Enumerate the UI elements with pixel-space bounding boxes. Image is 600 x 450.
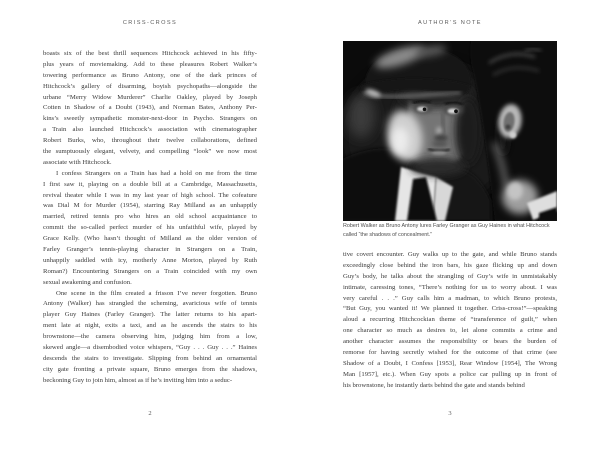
film-still-illustration [343,41,557,221]
text-line: the sumptuously elegant, velvety, and compelling “look” we now most [43,148,257,156]
text-line: Cotten in Shadow of a Doubt (1943), and Norman Bates, Anthony Per- [43,104,257,112]
text-line: Shadow of a Doubt, I Confess [1953], Rear Window [1954], The Wrong [343,359,557,367]
text-line: Hitchcock’s gallery of disarming, boyish psychopaths—alongside the [43,82,257,90]
text-line: towering performance as Bruno Antony, one of the dark princes of [43,71,257,79]
photo-caption [343,222,557,240]
left-running-head: CRISS-CROSS [122,20,178,26]
right-page-number: 3 [448,410,452,417]
text-line: exceedingly close behind the iron bars, his gaze flicking up and down [343,261,557,269]
text-line: boasts six of the best thrill sequences Hitchcock achieved in his fifty- [43,50,257,57]
text-line: married, retired tennis pro who hires an old school acquaintance to [43,213,257,221]
text-line: I confess Strangers on a Train has had a hold on me from the time [56,169,257,177]
text-line: urbane “Merry Widow Murderer” Charlie Oakley, played by Joseph [43,93,257,101]
text-line: I first saw it, playing on a double bill at a Cambridge, Massachusetts, [43,180,257,188]
paragraph [43,169,257,289]
text-line: Robert Burks, who, throughout their twelve collaborations, defined [43,137,257,145]
text-line: beckoning Guy to join him, almost as if he’s inviting him into a seduc- [43,376,233,384]
paragraph [43,289,257,387]
text-line: a Train also launched Hitchcock’s association with cinematographer [43,126,257,134]
text-line: Roman?) Encountering Strangers on a Train coincided with my own [43,267,257,275]
text-line: One scene in the film created a frisson I’ve never forgotten. Bruno [56,289,257,297]
right-page [343,0,557,450]
text-line: “But Guy, you wanted it! We planned it together. Criss-cross!”—speaking [343,305,557,313]
bruno-cheek-hotspot [391,127,409,155]
left-page [43,0,257,450]
left-body-text [43,49,257,387]
paragraph [43,49,257,169]
paragraph [343,250,557,392]
upper-lip-shadow [432,142,448,147]
text-line: very careful . . .” Guy calls him a madman, to which Bruno protests, [343,294,557,302]
nose-base-shadow [434,135,448,141]
text-line: skewed angle—a disembodied voice whispers, “Guy . . . Guy . . .” Haines [43,344,257,352]
guy-earlobe [510,132,517,139]
text-line: Guy’s body, he talks about the strangling of Guy’s wife in unmistakably [343,272,557,280]
right-body-text [343,250,557,392]
caption-line: called “the shadows of concealment.” [343,232,432,238]
text-line: intimate, caressing tones, “There’s nothing for us to worry about. I was [343,283,557,291]
right-pupil [454,109,458,113]
text-line: Man [1957], etc.). When Guy spots a police car pulling up in front of [343,370,557,378]
text-line: ment late at night, exits a taxi, and as he ascends the stairs to his [43,322,257,330]
text-line: plus years of moviemaking. Add to these pleasures Robert Walker’s [43,60,257,68]
guy-neck-hotspot [507,182,523,200]
text-line: Antony (Walker) has strangled the scheming, avaricious wife of tennis [43,300,257,308]
text-line: tive covert encounter. Guy walks up to the gate, and while Bruno stands [343,251,557,258]
guy-ear-canal [506,125,511,130]
text-line: his brownstone, he instantly darts behind the gate and stands behind [343,381,525,389]
film-still-photo [343,41,557,221]
text-line: remorse for having secretly wished for the outcome of that crime (see [343,349,557,357]
text-line: one character so much as desires to, let alone commits a crime and [343,327,557,335]
text-line: city gate fronting a private square, Bruno emerges from the shadows, [43,365,257,373]
text-line: revival theater while I was in my last year of high school. The cofeature [43,191,257,199]
text-line: aloud a recurring Hitchcockian theme of “transference of guilt,” when [343,316,557,324]
background-highlight [347,94,375,138]
text-line: sexual awakening and confusion. [43,278,132,286]
nose-highlight [437,127,442,135]
text-line: player Guy Haines (Farley Granger). The latter returns to his apart- [43,311,257,319]
text-line: unhappily saddled with icy, motherly Anne Morton, played by Ruth [43,256,257,264]
lower-lip-highlight [432,151,446,155]
text-line: kins’s sweetly sympathetic monster-next-door in Psycho. Strangers on [43,115,257,123]
left-pupil [423,108,427,112]
nose-shadow [442,113,444,134]
text-line: Grace Kelly. (Who hasn’t thought of Milland as the older version of [43,235,257,243]
caption-line: Robert Walker as Bruno Antony lures Farley Granger as Guy Haines in what Hitchcock [343,223,550,229]
text-line: descends the stairs to investigate. Slipping from behind an ornamental [43,354,257,362]
text-line: was Dial M for Murder (1954), starring Ray Milland as an unhappily [43,202,257,210]
right-running-head: AUTHOR’S NOTE [418,20,482,26]
left-page-number: 2 [148,410,152,417]
text-line: Farley Granger’s tennis-playing character in Strangers on a Train, [43,246,257,254]
text-line: associate with Hitchcock. [43,158,112,166]
text-line: brownstone—the camera observing him, judging him from a low, [43,333,257,341]
text-line: another character assumes the responsibility or bears the burden of [343,338,557,346]
text-line: commit the so-called perfect murder of his unfaithful wife, played by [43,224,257,232]
